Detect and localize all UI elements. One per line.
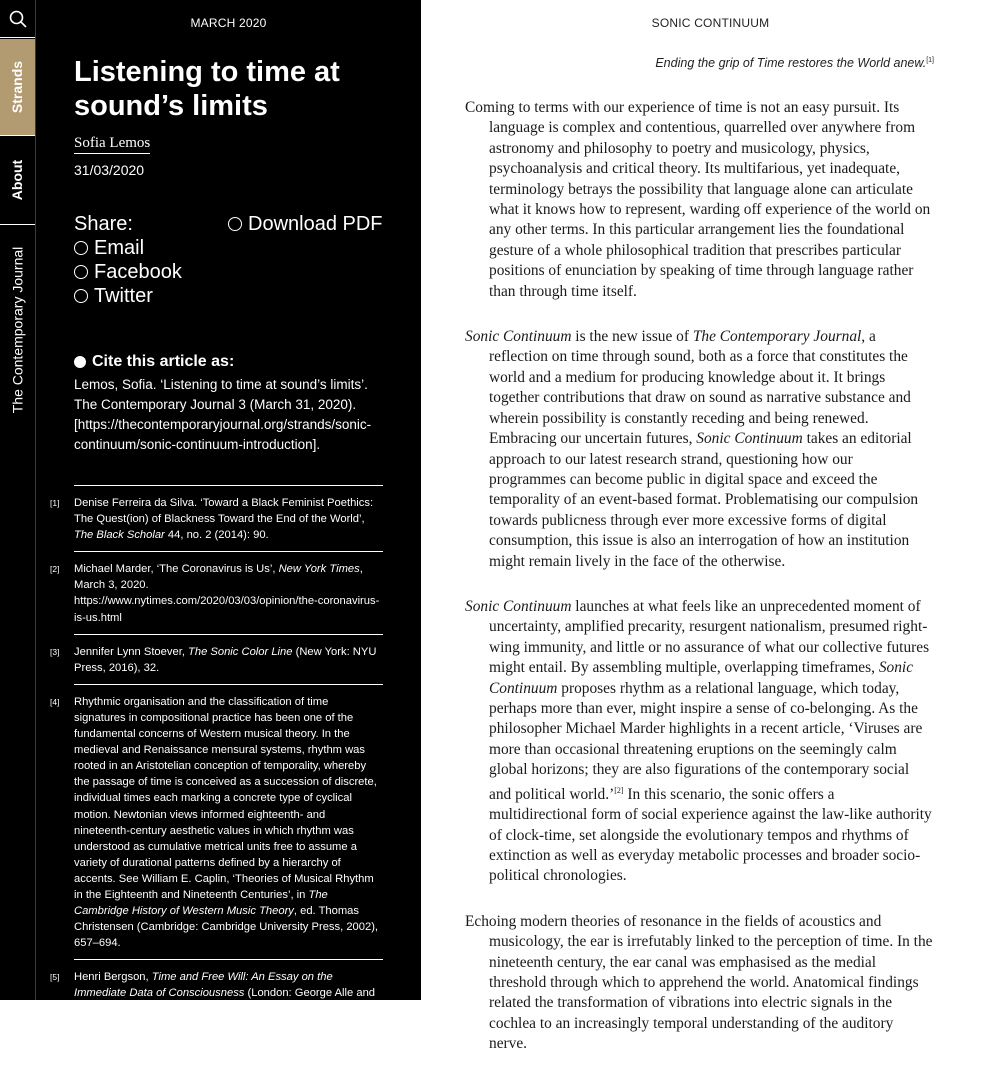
footnote-item [50,959,383,1025]
text-span: launches at what feels like an unprecedented moment of uncertainty, amplified precarity, resurgent nationalism, presumed right-wing immunity, and little or no assurance of what our collective futures might entail. By assembling multiple, overlapping timeframes, [489,597,930,677]
italic-span: Sonic Continuum [465,597,572,615]
footnote-text-span: Denise Ferreira da Silva. ‘Toward a Black Feminist Poethics: The Quest(ion) of Blackness Toward the End of the World’, [74,497,374,526]
download-pdf-label: Download PDF [248,213,383,235]
search-icon [9,10,27,28]
article-reader [421,0,1000,1053]
circle-icon [228,217,242,231]
share-facebook-label: Facebook [94,261,182,283]
footnotes-list [36,485,421,1026]
article-info-panel [36,0,421,1016]
issue-date: MARCH 2020 [190,16,267,30]
footnote-text-span: Michael Marder, ‘The Coronavirus is Us’, [74,563,279,576]
footnote-number: [4] [50,696,60,707]
italic-span: Sonic Continuum [465,328,572,346]
share-twitter-link[interactable] [74,284,182,308]
footnote-source-title: New York Times [278,563,360,576]
share-email-link[interactable] [74,236,182,260]
search-button[interactable] [0,0,35,38]
nav-tab-about-label: About [9,159,26,201]
body-paragraph: Coming to terms with our experience of time is not an easy pursuit. Its language is complex and contentious, quarrelled over anywhere from astronomy and philosophy to poetry and musicology, physics, psychoanalysis and critical theory. Its multifarious, yet inadequate, terminology betrays the possibility that language alone can articulate what it knows how to represent, warding off experience of the world on any other terms. In this particular arrangement lies the foundational gesture of a whole philosophical tradition that prescribes particular positions of enunciation by speaking of time through language rather than through time itself. [465,99,931,300]
epigraph-text: Ending the grip of Time restores the World anew. [655,56,927,70]
strand-title: SONIC CONTINUUM [651,16,770,30]
body-paragraph [465,597,933,887]
nav-tab-strands[interactable] [0,39,35,136]
footnote-source-title: The Sonic Color Line [188,645,293,658]
circle-icon [74,241,88,255]
text-span: proposes rhythm as a relational language, which today, perhaps more than ever, might inspire a sense of co-belonging. As the philosopher Michael Marder highlights in a recent article, ‘Viruses are more than occasional threatening eruptions on the seemingly calm global horizons; they are also figurations of the contemporary social and political world.’ [489,679,923,803]
footnote-ref[interactable]: [2] [614,785,624,795]
footnote-source-title: Time and Free Will: An Essay on the Immediate Data of Consciousness [74,971,333,1000]
footnote-text-span: (New York: NYU Press, 2016), 32. [74,645,377,674]
footnote-text-span: (London: George Alle and Unwin, 1950), 111. [74,987,376,1016]
italic-span: The Contemporary Journal [692,328,862,346]
footnote-text-span: , ed. Thomas Christensen (Cambridge: Cambridge University Press, 2002), 657–694. [74,905,379,950]
text-span: takes an editorial approach to our latest research strand, questioning how our programmes can become public in digital space and exceed the temporality of an event-based format. Problematising our compulsion towards publicness through ever more excessive forms of digital consumption, this issue is also an interrogation of how an institution might remain lively in the face of the otherwise. [489,430,919,570]
epigraph [655,56,934,70]
nav-tab-journal-home[interactable] [0,225,35,435]
footnote-number: [5] [50,972,60,983]
text-span: is the new issue of [571,328,693,346]
body-paragraph [465,327,933,572]
cite-heading: Cite this article as: [92,353,235,370]
share-label: Share: [74,213,133,235]
italic-span: Sonic Continuum [489,659,914,697]
text-span: , a reflection on time through sound, both as a force that constitutes the world and a medium for producing knowledge about it. It brings together contributions that draw on sound as narrative substance and wherein possibility is constantly receding and being renewed. Embracing our uncertain futures, [489,328,911,448]
footnote-source-title: The Black Scholar [74,529,165,542]
footnote-item [50,634,383,684]
footnote-text [74,495,383,543]
footnote-number: [3] [50,646,60,657]
nav-tab-journal-label: The Contemporary Journal [9,246,26,414]
share-section [74,212,182,308]
footnote-number: [1] [50,498,60,508]
footnote-text [74,644,383,676]
publish-date: 31/03/2020 [74,162,145,178]
footnote-ref[interactable]: [1] [926,56,934,64]
article-body [465,98,933,1080]
footnote-text [74,694,383,952]
footnote-text-span: , March 3, 2020. https://www.nytimes.com/2020/03/03/opinion/the-coronavirus-is-us.html [74,563,380,624]
citation-text: Lemos, Sofia. ‘Listening to time at sound’s limits’. The Contemporary Journal 3 (March 31, 2020). [https://thecontemporaryjournal.org/strands/sonic-continuum/sonic-continuum-introduction]. [74,377,372,452]
footnote-text-span: Henri Bergson, [74,971,152,984]
download-pdf-button[interactable] [228,212,383,236]
nav-tab-about[interactable] [0,136,35,225]
footnote-source-title: The Cambridge History of Western Music Theory [74,888,328,918]
nav-tab-strands-label: Strands [9,60,26,114]
share-email-label: Email [94,237,145,259]
footnote-item [50,684,383,960]
footnote-text-span: Jennifer Lynn Stoever, [74,645,189,658]
filled-circle-icon [74,356,86,368]
circle-icon [74,289,88,303]
footnote-item [50,485,383,551]
body-paragraph: Echoing modern theories of resonance in the fields of acoustics and musicology, the ear is irrefutably linked to the perception of time. In the nineteenth century, the ear canal was emphasised as the medial threshold through which to apprehend the world. Anatomical findings related the transformation of vibrations into electric signals in the cochlea to an increasingly temporal understanding of the auditory nerve. [465,912,933,1053]
share-twitter-label: Twitter [94,285,153,307]
text-span: In this scenario, the sonic offers a multidirectional form of social experience against the law-like authority of clock-time, set alongside the evolutionary tempos and rhythms of extinction as well as everyday metabolic processes and broader socio-political chronologies. [489,785,932,885]
article-title: Listening to time at sound’s limits [74,56,340,122]
footnote-item [50,551,383,633]
share-facebook-link[interactable] [74,260,182,284]
footnote-text [74,969,383,1017]
cite-toggle[interactable] [74,353,234,371]
italic-span: Sonic Continuum [696,430,803,448]
footnote-text-span: Rhythmic organisation and the classification of time signatures in compositional practice has been one of the fundamental concerns of Western musical theory. In the medieval and Renaissance mensural systems, rhythm was rooted in an Aristotelian conception of temporality, whereby the passage of time is conceived as a succession of discrete, individual times each marking a concrete type of cyclical motion. Newtonian views informed eighteenth- and nineteenth-century aesthetic values in which rhythm was understood as cumulative metrical units free to assume a variety of durational patterns defined by a hierarchy of accents. See William E. Caplin, ‘Theories of Musical Rhythm in the Eighteenth and Nineteenth Centuries’, in [74,695,377,901]
footnote-text-span: 44, no. 2 (2014): 90. [164,529,269,542]
side-nav-rail [0,0,36,1000]
author-link[interactable]: Sofia Lemos [74,135,150,154]
footnote-number: [2] [50,564,60,575]
circle-icon [74,265,88,279]
footnote-text [74,561,383,625]
